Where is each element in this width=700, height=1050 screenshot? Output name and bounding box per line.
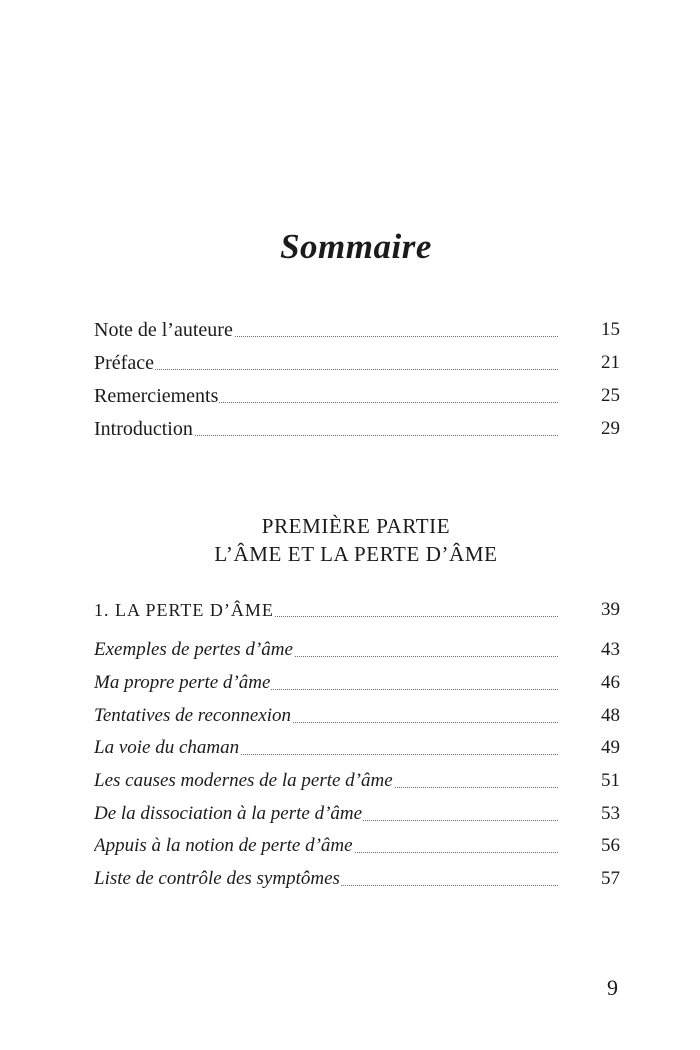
- toc-section-label: Les causes modernes de la perte d’âme: [94, 769, 558, 793]
- toc-section-label: La voie du chaman: [94, 736, 558, 760]
- toc-section-page: 53: [601, 803, 620, 824]
- toc-section[interactable]: [94, 834, 620, 862]
- toc-entry-label: Remerciements: [94, 384, 558, 408]
- toc-entry[interactable]: [94, 417, 620, 445]
- toc-section-page: 43: [601, 639, 620, 660]
- toc-chapter-page: 39: [601, 599, 620, 620]
- toc-section[interactable]: [94, 638, 620, 666]
- toc-entry-label: Note de l’auteure: [94, 318, 558, 342]
- toc-section[interactable]: [94, 769, 620, 797]
- toc-entry[interactable]: [94, 351, 620, 379]
- toc-entry-page: 15: [601, 319, 620, 340]
- toc-section[interactable]: [94, 802, 620, 830]
- toc-section-page: 49: [601, 737, 620, 758]
- toc-section[interactable]: [94, 736, 620, 764]
- toc-chapter[interactable]: [94, 598, 620, 626]
- toc-section-page: 51: [601, 770, 620, 791]
- toc-entry-page: 25: [601, 385, 620, 406]
- toc-entry-page: 29: [601, 418, 620, 439]
- toc-entry-page: 21: [601, 352, 620, 373]
- toc-section-label: Ma propre perte d’âme: [94, 671, 558, 695]
- toc-section-label: Appuis à la notion de perte d’âme: [94, 834, 558, 858]
- page-title: Sommaire: [280, 227, 432, 266]
- toc-entry-label: Préface: [94, 351, 558, 375]
- part-number: PREMIÈRE PARTIE: [261, 514, 451, 538]
- toc-entry-label: Introduction: [94, 417, 558, 441]
- page-number: 9: [607, 975, 618, 1000]
- toc-chapter-label: 1. LA PERTE D’ÂME: [94, 598, 558, 622]
- toc-section-label: Tentatives de reconnexion: [94, 704, 558, 728]
- toc-section[interactable]: [94, 671, 620, 699]
- toc-section-label: Exemples de pertes d’âme: [94, 638, 558, 662]
- toc-section-label: Liste de contrôle des symptômes: [94, 867, 558, 891]
- toc-section[interactable]: [94, 704, 620, 732]
- toc-section-page: 46: [601, 672, 620, 693]
- toc-entry[interactable]: [94, 318, 620, 346]
- toc-section-label: De la dissociation à la perte d’âme: [94, 802, 558, 826]
- part-title: L’ÂME ET LA PERTE D’ÂME: [214, 542, 498, 566]
- toc-entry[interactable]: [94, 384, 620, 412]
- toc-section-page: 56: [601, 835, 620, 856]
- toc-section-page: 57: [601, 868, 620, 889]
- toc-section[interactable]: [94, 867, 620, 895]
- toc-section-page: 48: [601, 705, 620, 726]
